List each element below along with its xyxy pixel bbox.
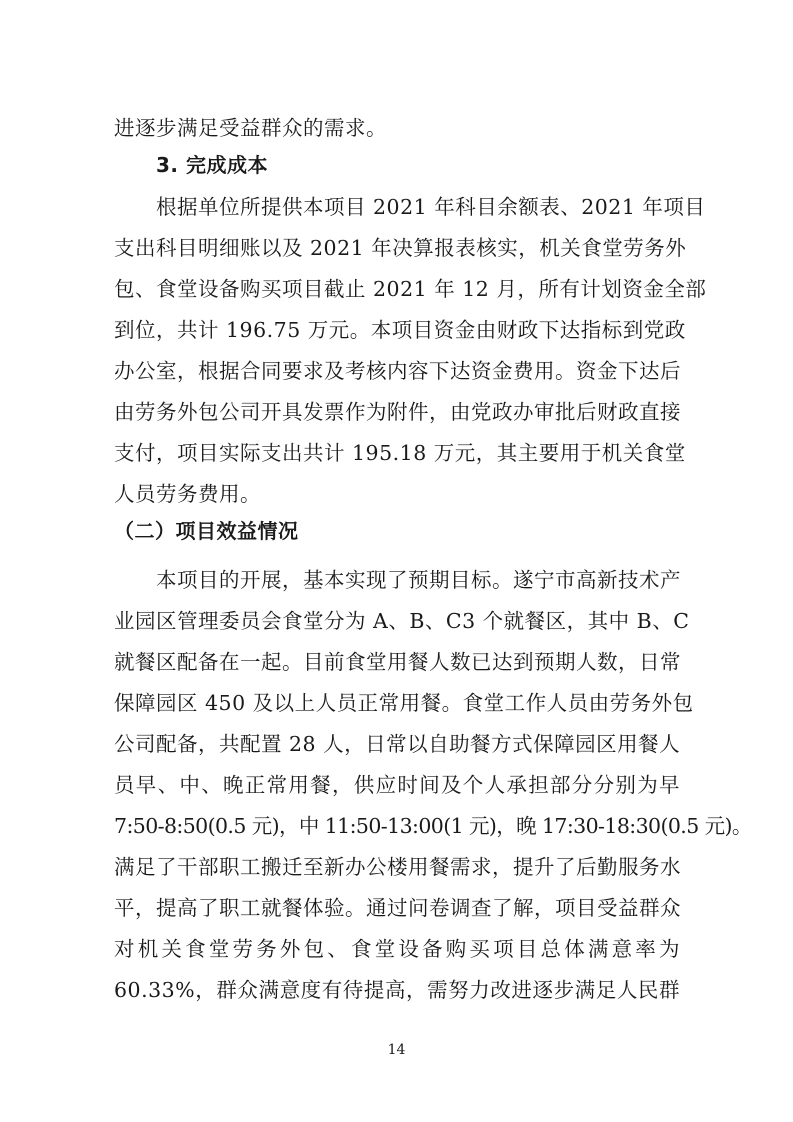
- body-text-line: 人员劳务费用。: [114, 482, 261, 506]
- section-heading: 3. 完成成本: [156, 153, 268, 177]
- body-text-line: 公司配备，共配置 28 人，日常以自助餐方式保障园区用餐人: [114, 732, 681, 756]
- body-text-line: 员早、中、晚正常用餐，供应时间及个人承担部分分别为早: [114, 773, 680, 797]
- body-text-line: 支出科目明细账以及 2021 年决算报表核实，机关食堂劳务外: [114, 236, 687, 260]
- body-text-line: 包、食堂设备购买项目截止 2021 年 12 月，所有计划资金全部: [114, 277, 707, 301]
- body-text-line: 对机关食堂劳务外包、食堂设备购买项目总体满意率为: [114, 937, 680, 961]
- body-text-line: 支付，项目实际支出共计 195.18 万元，其主要用于机关食堂: [114, 441, 686, 465]
- body-text-line: 就餐区配备在一起。目前食堂用餐人数已达到预期人数，日常: [114, 650, 681, 674]
- body-text-line: 由劳务外包公司开具发票作为附件，由党政办审批后财政直接: [114, 400, 681, 424]
- body-text-line: 保障园区 450 及以上人员正常用餐。食堂工作人员由劳务外包: [114, 691, 694, 715]
- body-text-line: 满足了干部职工搬迁至新办公楼用餐需求，提升了后勤服务水: [114, 855, 681, 879]
- body-text-line: 进逐步满足受益群众的需求。: [114, 116, 387, 140]
- body-text-line: 到位，共计 196.75 万元。本项目资金由财政下达指标到党政: [114, 318, 686, 342]
- body-text-line: 60.33%，群众满意度有待提高，需努力改进逐步满足人民群: [114, 978, 680, 1002]
- body-text-line: 本项目的开展，基本实现了预期目标。遂宁市高新技术产: [156, 568, 681, 592]
- body-text-line: 平，提高了职工就餐体验。通过问卷调查了解，项目受益群众: [114, 896, 681, 920]
- body-text-line: 业园区管理委员会食堂分为 A、B、C3 个就餐区，其中 B、C: [114, 609, 690, 633]
- subsection-heading: （二）项目效益情况: [114, 519, 299, 543]
- body-text-line: 根据单位所提供本项目 2021 年科目余额表、2021 年项目: [156, 195, 706, 219]
- body-text-line: 7:50-8:50(0.5 元)，中 11:50-13:00(1 元)，晚 17:30-18:30(0.5 元)。: [114, 814, 752, 838]
- body-text-line: 办公室，根据合同要求及考核内容下达资金费用。资金下达后: [114, 359, 681, 383]
- page-number: 14: [387, 1042, 406, 1058]
